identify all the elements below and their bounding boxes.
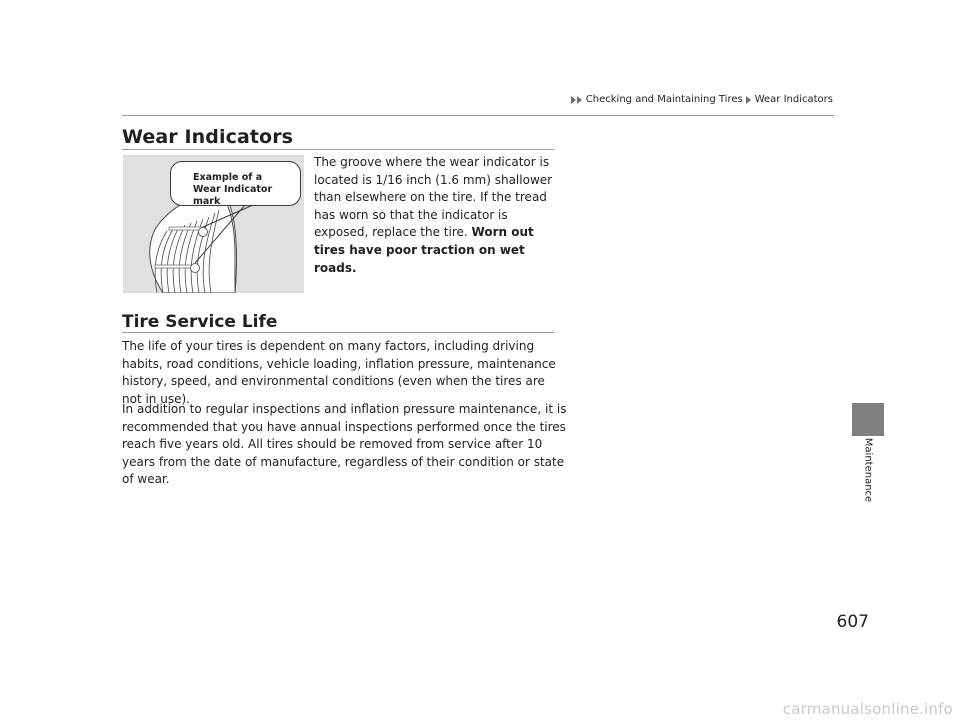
- page-number: 607: [836, 612, 869, 632]
- wear-indicator-body: The groove where the wear indicator is located is 1/16 inch (1.6 mm) shallower than elsewhere on the tire. If the tread has worn so that the indicator is exposed, replace the tire.: [314, 155, 553, 240]
- section-title-wear-indicators: Wear Indicators: [122, 126, 294, 148]
- breadcrumb-item-parent[interactable]: Checking and Maintaining Tires: [585, 94, 743, 105]
- inspection-paragraph: In addition to regular inspections and inflation pressure maintenance, it is recommended that you have annual inspections performed once the tires reach five years old. All tires should be removed from service after 10 years from the date of manufacture, regardless of their condition or state of wear.: [122, 402, 567, 487]
- double-triangle-icon: [571, 96, 583, 104]
- section-divider: [122, 332, 554, 333]
- header-divider: [122, 115, 834, 116]
- breadcrumb: [571, 94, 833, 105]
- breadcrumb-item-current[interactable]: Wear Indicators: [754, 94, 833, 105]
- wear-indicator-description: [314, 154, 559, 277]
- section-title-tire-service-life: Tire Service Life: [122, 312, 278, 332]
- figure-callout: Example of a Wear Indicator mark: [170, 161, 301, 206]
- chapter-tab-label: Maintenance: [862, 437, 874, 503]
- service-life-paragraph: The life of your tires is dependent on many factors, including driving habits, road conditions, vehicle loading, inflation pressure, maintenance history, speed, and environmental conditions (even when the tires are not in use).: [122, 339, 556, 406]
- chapter-tab-marker[interactable]: [852, 403, 884, 436]
- wear-warning: Worn out tires have poor traction on wet roads.: [314, 225, 534, 275]
- watermark: carmanualsonline.info: [782, 700, 953, 718]
- section-divider: [122, 149, 554, 150]
- triangle-separator-icon: [746, 96, 752, 104]
